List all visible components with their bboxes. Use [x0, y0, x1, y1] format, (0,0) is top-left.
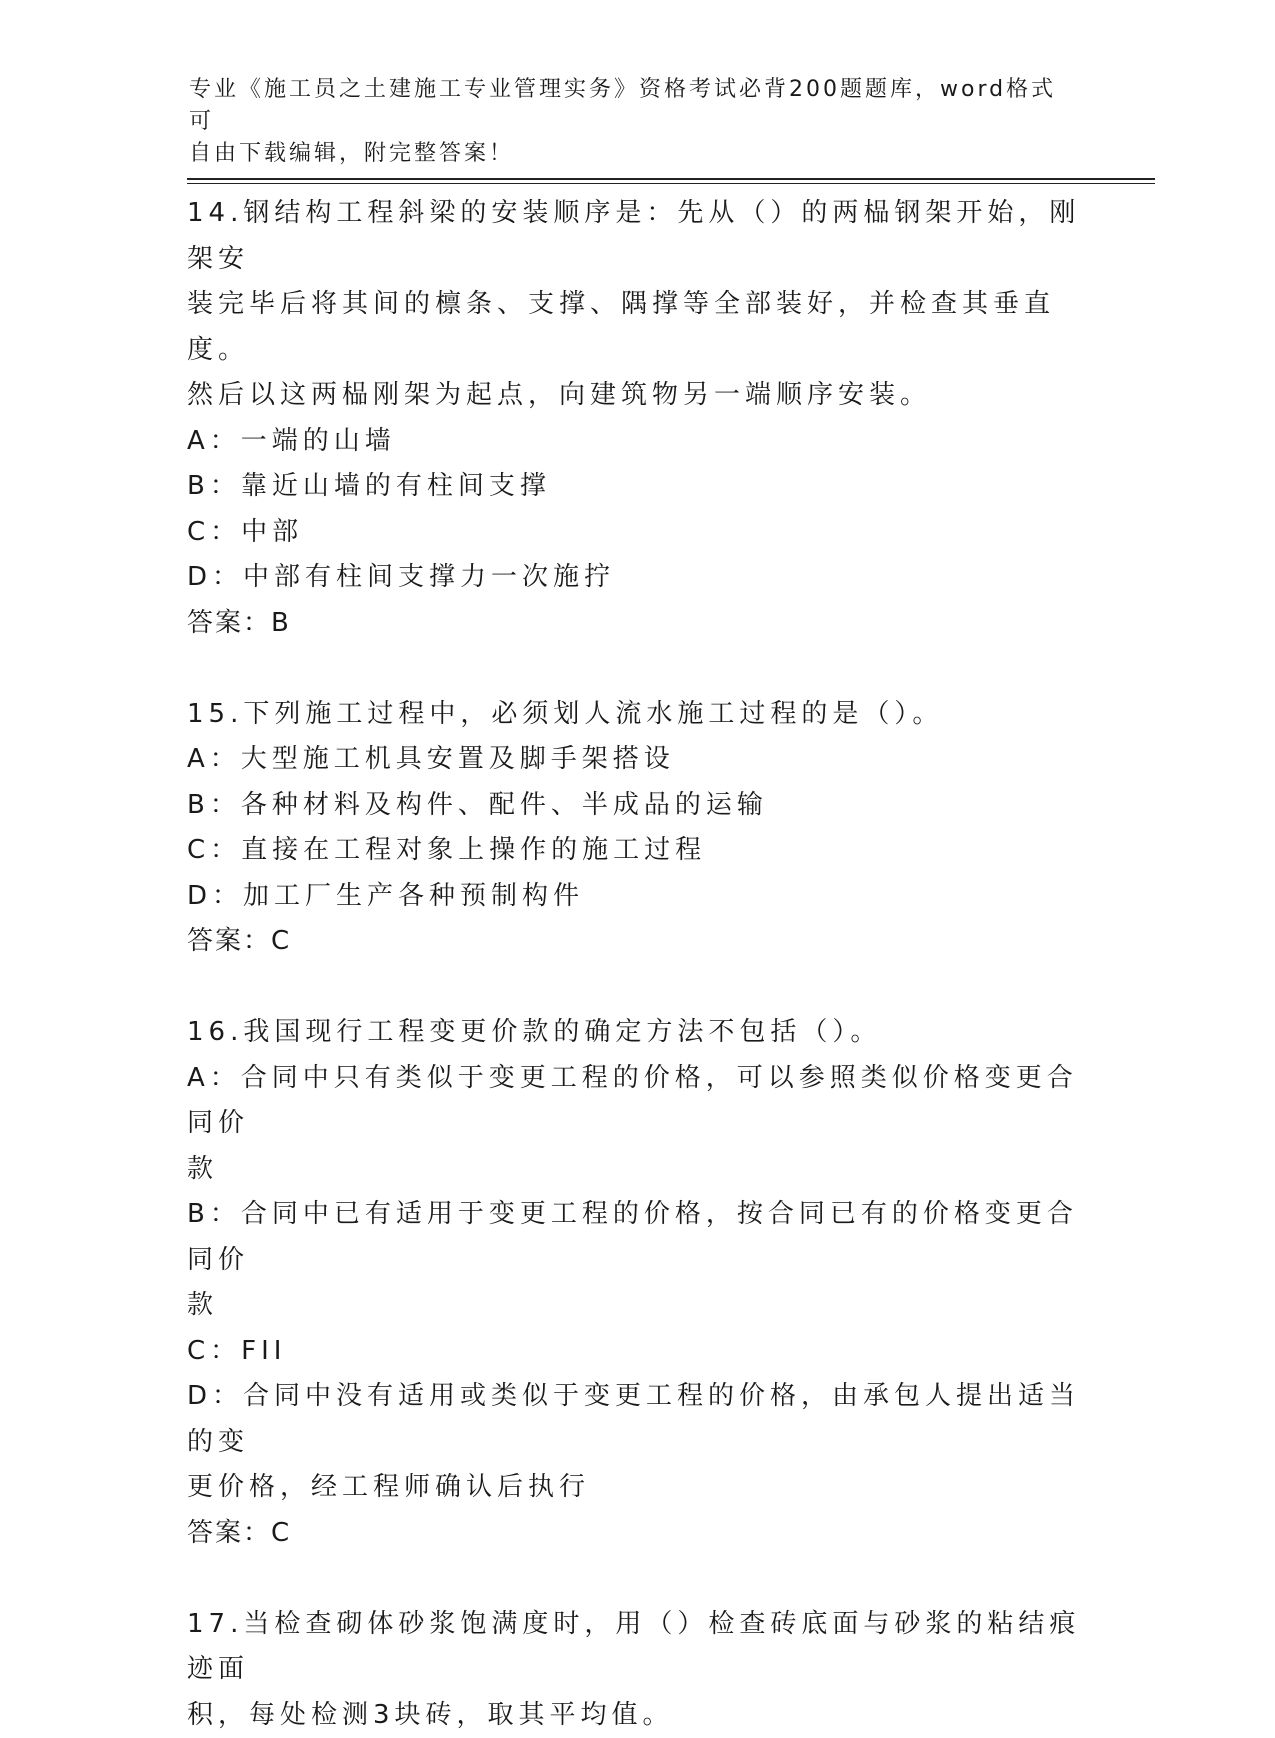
- question-14: [187, 191, 1087, 646]
- option-d: D：加工厂生产各种预制构件: [187, 874, 1087, 920]
- option-d-continued: 更价格，经工程师确认后执行: [187, 1465, 1087, 1511]
- header-line-2: 自由下载编辑，附完整答案！: [189, 138, 1069, 170]
- option-a-continued: 款: [187, 1147, 1087, 1193]
- question-text-line: 14.钢结构工程斜梁的安装顺序是：先从（）的两榀钢架开始，刚架安: [187, 191, 1087, 282]
- question-text-line: 装完毕后将其间的檩条、支撑、隅撑等全部装好，并检查其垂直度。: [187, 282, 1087, 373]
- header-rule-thick: [187, 178, 1155, 180]
- header-line-1: 专业《施工员之土建施工专业管理实务》资格考试必背200题题库，word格式可: [189, 74, 1069, 138]
- answer-label: 答案：C: [187, 919, 1087, 965]
- header-rule-thin: [187, 183, 1155, 184]
- question-text-line: 16.我国现行工程变更价款的确定方法不包括（）。: [187, 1010, 1087, 1056]
- question-text-line: 然后以这两榀刚架为起点，向建筑物另一端顺序安装。: [187, 373, 1087, 419]
- option-b: B：靠近山墙的有柱间支撑: [187, 464, 1087, 510]
- option-a: A：一端的山墙: [187, 419, 1087, 465]
- option-b: B：合同中已有适用于变更工程的价格，按合同已有的价格变更合同价: [187, 1192, 1087, 1283]
- spacer: [187, 965, 1087, 1011]
- option-b: B：各种材料及构件、配件、半成品的运输: [187, 783, 1087, 829]
- answer-label: 答案：B: [187, 601, 1087, 647]
- spacer: [187, 1556, 1087, 1602]
- option-d: D：中部有柱间支撑力一次施拧: [187, 555, 1087, 601]
- answer-label: 答案：C: [187, 1511, 1087, 1557]
- document-header: [189, 74, 1069, 170]
- question-17: [187, 1602, 1087, 1738]
- option-d: D：合同中没有适用或类似于变更工程的价格，由承包人提出适当的变: [187, 1374, 1087, 1465]
- question-text-line: 积，每处检测3块砖，取其平均值。: [187, 1693, 1087, 1738]
- question-list: [187, 191, 1087, 1738]
- option-a: A：大型施工机具安置及脚手架搭设: [187, 737, 1087, 783]
- option-a: A：合同中只有类似于变更工程的价格，可以参照类似价格变更合同价: [187, 1056, 1087, 1147]
- question-text-line: 17.当检查砌体砂浆饱满度时，用（）检查砖底面与砂浆的粘结痕迹面: [187, 1602, 1087, 1693]
- option-b-continued: 款: [187, 1283, 1087, 1329]
- option-c: C：直接在工程对象上操作的施工过程: [187, 828, 1087, 874]
- option-c: C：FII: [187, 1329, 1087, 1375]
- question-15: [187, 692, 1087, 965]
- option-c: C：中部: [187, 510, 1087, 556]
- question-text-line: 15.下列施工过程中，必须划人流水施工过程的是（）。: [187, 692, 1087, 738]
- spacer: [187, 646, 1087, 692]
- question-16: [187, 1010, 1087, 1556]
